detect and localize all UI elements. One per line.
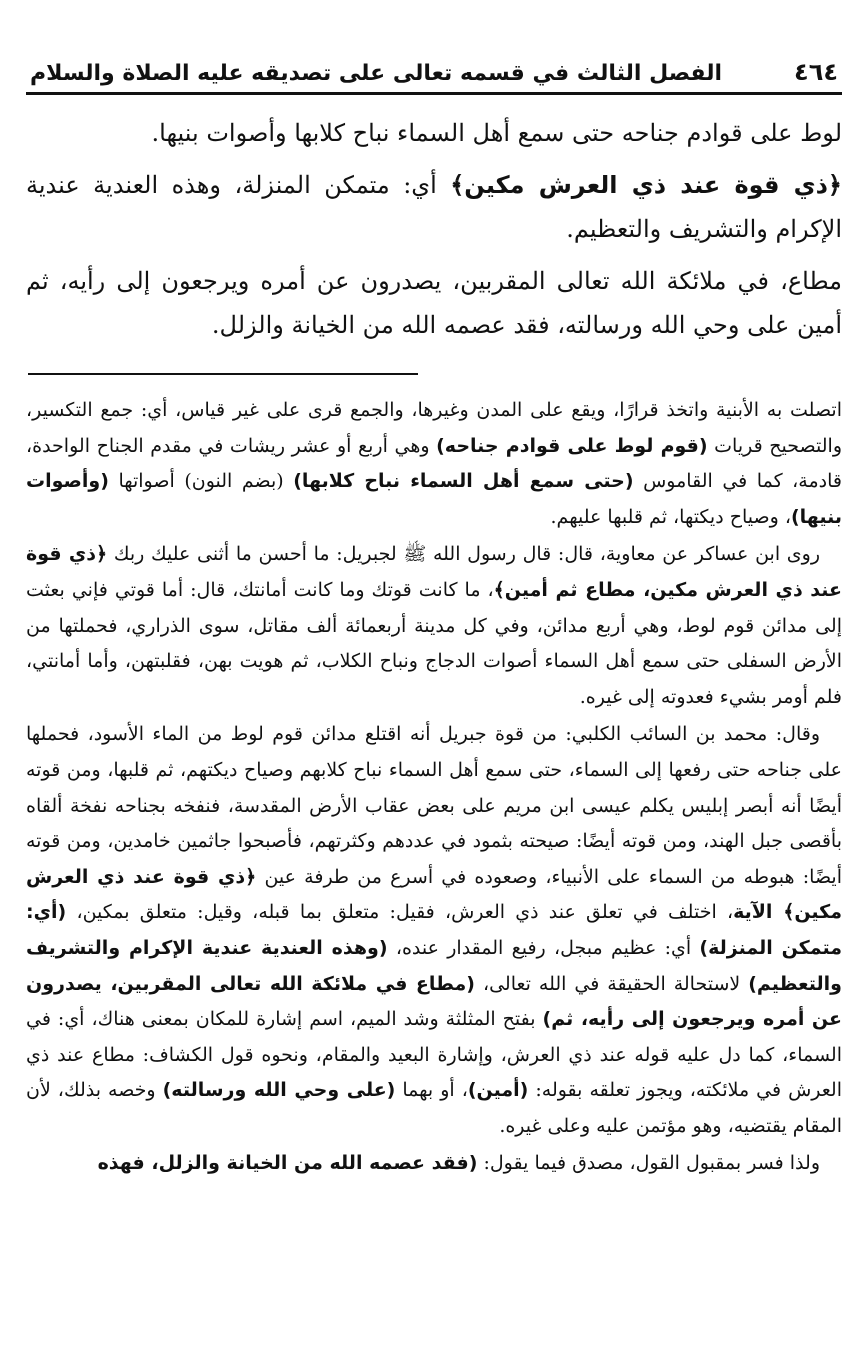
chapter-title: الفصل الثالث في قسمه تعالى على تصديقه عليه الصلاة والسلام [30, 61, 723, 86]
main-paragraph-2 [26, 163, 842, 251]
main-paragraph-2-text: أي: متمكن المنزلة، وهذه العندية عندية الإكرام والتشريف والتعظيم. [26, 171, 842, 243]
commentary-text: ، اختلف في تعلق عند ذي العرش، فقيل: متعلق بما قبله، وقيل: متعلق بمكين، [66, 901, 734, 924]
quoted-text: (مطاع في ملائكة الله تعالى المقربين، يصدرون عن أمره ويرجعون إلى رأيه، ثم) [26, 972, 842, 1031]
main-paragraph-1: لوط على قوادم جناحه حتى سمع أهل السماء نباح كلابها وأصوات بنيها. [151, 119, 842, 147]
commentary-text: وقال: محمد بن السائب الكلبي: من قوة جبريل أنه اقتلع مدائن قوم لوط من الماء الأسود، فحملها على جناحه حتى رفعها إلى السماء، حتى سمع أهل السماء نباح كلابهم وصياح ديكتهم، ثم قلبها، ومن قوته أيضًا أنه أبصر إبليس يكلم عيسى ابن مريم على بعض عقاب الأرض المقدسة، فنفخه بجناحه نفخة ألقاه بأقصى جبل الهند، ومن قوته أيضًا: صيحته بثمود في عددهم وكثرتهم، فأصبحوا جاثمين خامدين، ومن قوته أيضًا: هبوطه من السماء على الأنبياء، وصعوده في أسرع من طرفة عين [26, 723, 842, 888]
commentary-text: روى ابن عساكر عن معاوية، قال: قال رسول الله ﷺ لجبريل: ما أحسن ما أثنى عليك ربك [107, 543, 821, 566]
page-number: ٤٦٤ [794, 58, 838, 86]
commentary-text: (بضم النون) أصواتها [108, 470, 294, 493]
commentary-text: اتصلت به الأبنية واتخذ قرارًا، ويقع على المدن وغيرها، والجمع قرى على غير قياس، أي: جمع التكسير، والتصحيح قريات [26, 399, 842, 457]
footnote-divider [28, 373, 418, 375]
quoted-text: (فقد عصمه الله من الخيانة والزلل، فهذه [97, 1152, 478, 1175]
commentary-text: وهي أربع أو عشر ريشات في مقدم الجناح الواحدة، قادمة، كما في القاموس [26, 434, 842, 493]
commentary-text: ، أو بهما [395, 1079, 468, 1102]
commentary-text: ولذا فسر بمقبول القول، مصدق فيما يقول: [477, 1152, 820, 1175]
commentary-text: وخصه بذلك، لأن المقام يقتضيه، وهو مؤتمن عليه وعلى غيره. [26, 1079, 842, 1137]
commentary-text: ، وصياح ديكتها، ثم قلبها عليهم. [550, 505, 791, 528]
commentary-paragraph-2 [26, 537, 842, 715]
main-paragraph-3: مطاع، في ملائكة الله تعالى المقربين، يصدرون عن أمره ويرجعون إلى رأيه، ثم أمين على وحي الله ورسالته، فقد عصمه الله من الخيانة والزلل. [26, 267, 842, 339]
commentary [26, 393, 842, 1182]
quoted-text: (قوم لوط على قوادم جناحه) [436, 434, 708, 457]
commentary-text: ، ما كانت قوتك وما كانت أمانتك، قال: أما قوتي فإني بعثت إلى مدائن قوم لوط، وهي أربع مدائن، وفي كل مدينة أربعمائة ألف مقاتل، سوى الذراري، فحملتها من الأرض السفلى حتى سمع أهل السماء أصوات الدجاج ونباح الكلاب، ثم هويت بهن، فقلبتهن، وأما أمانتي، فلم أومر بشيء فعدوته إلى غيره. [26, 578, 842, 708]
running-header [26, 58, 842, 95]
commentary-paragraph-1 [26, 393, 842, 535]
commentary-paragraph-4 [26, 1146, 842, 1182]
quoted-text: (على وحي الله ورسالته) [162, 1079, 396, 1102]
quoted-text: (أمين) [467, 1079, 529, 1102]
quoted-text: (أي: متمكن المنزلة) [26, 901, 842, 959]
commentary-text: بفتح المثلثة وشد الميم، اسم إشارة للمكان بمعنى هناك، أي: في السماء، كما دل عليه قوله عند ذي العرش، وإشارة البعيد والمقام، ونحوه قول الكشاف: مطاع عند ذي العرش في ملائكته، ويجوز تعلقه بقوله: [26, 1008, 842, 1102]
commentary-text: لاستحالة الحقيقة في الله تعالى، [474, 972, 749, 995]
quoted-text: ﴿ذي قوة عند ذي العرش مكين﴾ الآية [26, 865, 842, 924]
commentary-paragraph-3 [26, 717, 842, 1144]
quoted-text: (وأصوات بنيها) [26, 470, 842, 528]
quran-quote: ﴿ذي قوة عند ذي العرش مكين﴾ [450, 171, 842, 199]
quoted-text: ﴿ذي قوة عند ذي العرش مكين، مطاع ثم أمين﴾ [26, 543, 842, 601]
quoted-text: (حتى سمع أهل السماء نباح كلابها) [293, 470, 634, 493]
commentary-text: أي: عظيم مبجل، رفيع المقدار عنده، [387, 936, 700, 959]
main-text [26, 111, 842, 347]
quoted-text: (وهذه العندية عندية الإكرام والتشريف والتعظيم) [26, 936, 842, 995]
